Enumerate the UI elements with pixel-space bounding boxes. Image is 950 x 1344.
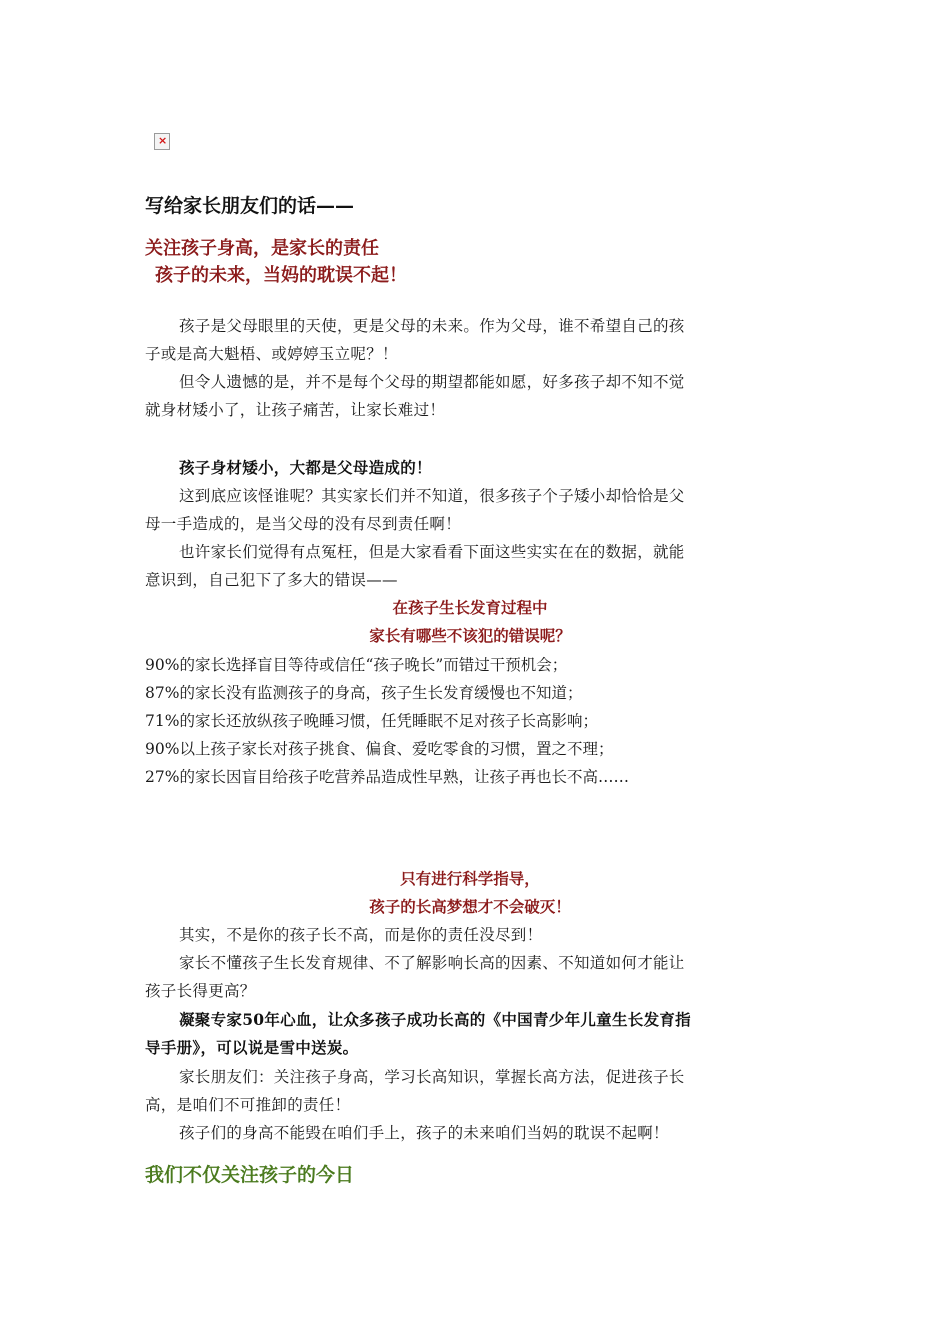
red-heading-line-2: 孩子的未来，当妈的耽误不起！ (155, 265, 407, 286)
closing-line: 家长朋友们：关注孩子身高，学习长高知识，掌握长高方法，促进孩子长 (179, 1068, 685, 1086)
section-heading: 孩子身材矮小，大都是父母造成的！ (179, 458, 432, 477)
closing-line: 孩子们的身高不能毁在咱们手上，孩子的未来咱们当妈的耽误不起啊！ (179, 1124, 669, 1142)
section-line: 意识到，自己犯下了多大的错误—— (145, 571, 398, 589)
intro-line: 但令人遗憾的是，并不是每个父母的期望都能如愿，好多孩子却不知不觉 (179, 373, 685, 391)
errors-heading-line-1: 在孩子生长发育过程中 (392, 598, 548, 617)
stat-line: 71%的家长还放纵孩子晚睡习惯，任凭睡眠不足对孩子长高影响； (145, 712, 598, 730)
broken-image-icon (154, 133, 170, 150)
closing-line: 家长不懂孩子生长发育规律、不了解影响长高的因素、不知道如何才能让 (179, 954, 685, 972)
broken-image-glyph: × (158, 134, 168, 147)
intro-line: 就身材矮小了，让孩子痛苦，让家长难过！ (145, 401, 446, 419)
stat-line: 87%的家长没有监测孩子的身高，孩子生长发育缓慢也不知道； (145, 684, 583, 702)
closing-bold-line: 导手册》，可以说是雪中送炭。 (145, 1038, 359, 1057)
stat-line: 27%的家长因盲目给孩子吃营养品造成性早熟，让孩子再也长不高…… (145, 768, 629, 786)
intro-line: 子或是高大魁梧、或婷婷玉立呢？！ (145, 345, 398, 363)
errors-heading-line-2: 家长有哪些不该犯的错误呢？ (369, 626, 571, 645)
closing-line: 其实，不是你的孩子长不高，而是你的责任没尽到！ (179, 926, 543, 944)
section-line: 也许家长们觉得有点冤枉，但是大家看看下面这些实实在在的数据，就能 (179, 543, 685, 561)
closing-bold-line: 凝聚专家50年心血，让众多孩子成功长高的《中国青少年儿童生长发育指 (179, 1010, 691, 1029)
section-line: 母一手造成的，是当父母的没有尽到责任啊！ (145, 515, 462, 533)
closing-line: 孩子长得更高？ (145, 982, 256, 1000)
red-heading-line-1: 关注孩子身高，是家长的责任 (145, 238, 379, 259)
guidance-heading-line-1: 只有进行科学指导， (400, 869, 540, 888)
intro-line: 孩子是父母眼里的天使，更是父母的未来。作为父母，谁不希望自己的孩 (179, 317, 685, 335)
green-heading: 我们不仅关注孩子的今日 (145, 1164, 355, 1186)
page-title: 写给家长朋友们的话—— (145, 195, 355, 217)
closing-line: 高，是咱们不可推卸的责任！ (145, 1096, 351, 1114)
section-line: 这到底应该怪谁呢？其实家长们并不知道，很多孩子个子矮小却恰恰是父 (179, 487, 685, 505)
guidance-heading-line-2: 孩子的长高梦想才不会破灭！ (369, 897, 571, 916)
stat-line: 90%以上孩子家长对孩子挑食、偏食、爱吃零食的习惯，置之不理； (145, 740, 614, 758)
stat-line: 90%的家长选择盲目等待或信任“孩子晚长”而错过干预机会； (145, 656, 568, 674)
